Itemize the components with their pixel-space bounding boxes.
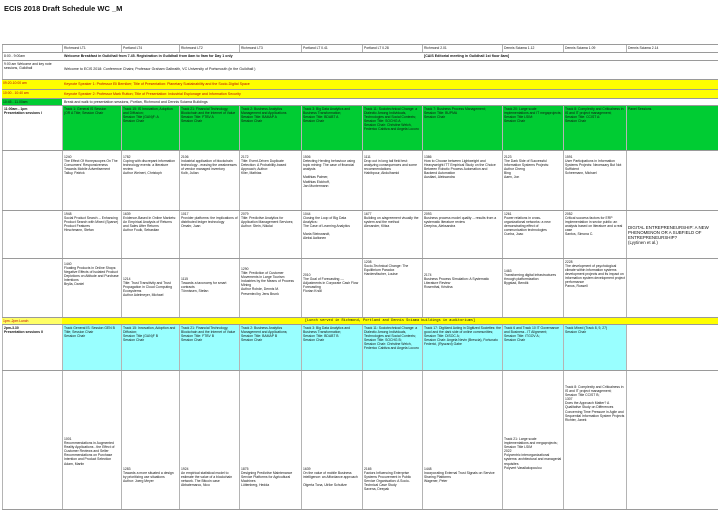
track-header: Track 7: Business Process Management; Session Title: BUPMA Session Chair	[422, 106, 502, 151]
session-1-papers-row-3	[2, 258, 718, 318]
paper-cell: 1214 Title: Trust Transitivity and Trust Propagation in Cloud Computing Ecosystems Author Adelmeyer, Michael	[121, 259, 179, 318]
paper-cell: 2165 Factors Influencing Enterprise Systems Procurement in Public Service Organisation: A Socio-Technical Case Study Saxena, Deepak	[362, 371, 422, 509]
paper-cell: 1639 Evidence-Based in Online Markets: An Empirical Analysis of Returns and Sales After Returns Author Foulk, Sebastian	[121, 211, 179, 259]
paper-cell: 2106 Industrial application of blockchain technology - erasing the weaknesses of vendor managed inventory Kolb, Julian	[179, 151, 239, 211]
track-header	[626, 325, 718, 371]
paper-cell: 2052 Critical success factors for ERP implementation in sector public: an analysis based on literature and a real case Santos, Simona C.	[563, 211, 626, 259]
paper-cell: 1386 How to Choose between Lightweight and Heavyweight ITT Empirical Study on the Choice Between Robotic Process Automation and Backend Automation Austlani, Aleksandra	[422, 151, 502, 211]
time-cell: 10:00 - 10:40 am	[3, 90, 29, 95]
paper-cell: 1111 Drop out in long tail field test: analyzing consequences and some recommendations Habibpour, Abdulhamid	[362, 151, 422, 211]
track-header: Track 17: Digitized Acting in Digitized Societies: the good and the dark side of online communities; Session Title: DISOC A; Session Chair: Angela Nevin (Brescia), Fortunato Federici, (Ryszard) Gabe	[422, 325, 502, 371]
track-header: Panel Sessions	[626, 106, 718, 151]
paper-cell: 1448 Incorporating External Trust Signals on Service Sharing Platforms Wagener, Peter	[422, 371, 502, 509]
paper-cell: 2093 Business process model quality -- results from a systematic literature review Deepina, Aleksandra	[422, 211, 502, 259]
track-header: Track Mixed (Track 8, 9, 27) Session Chair	[563, 325, 626, 371]
paper-cell: 1001 Recommendations in Augmented Reality Applications - the Effect of Customer Reviews and Seller Recommendations on Purchase Intention and Product Selection Adam, Martin	[62, 371, 121, 509]
session-1-track-row	[2, 105, 718, 151]
paper-cell	[626, 371, 718, 509]
paper-cell: 1463 Transforming digital infrastructures through platformization Bygstad, Bendik	[502, 259, 563, 318]
paper-cell: 2079 Title: Predictive Analytics for Application Management Services; Author: Stein, Nikolai	[239, 211, 301, 259]
track-header: Track 3: Big Data Analytics and Business Transformation; Session Title: BDABT A Session Chair	[301, 106, 362, 151]
track-header: Track 3: Big Data Analytics and Business Transformation; Session Title: BDABT B Session Chair	[301, 325, 362, 371]
track-header: Track 2: Business Analytics Management and Applications; Session Title: BAMAP B Session Chair	[239, 325, 301, 371]
keynote-2-text: Keynote Speaker 2: Professor Mark Rutton; Title of Presentation: Industrial Espionage and Information Security	[64, 92, 241, 96]
paper-cell: 1948 Social Product Search -- Enhancing Product Search with Mixed (Sparse) Product Features Hirschmann, Stefan	[62, 211, 121, 259]
paper-cell: 1290 Title: Prediction of Customer Movements in Large Tourism Industries by the Means of Process Mining Author Rohde, Dennis M. Presented by Jens Brunk	[239, 259, 301, 318]
time-cell-blank	[2, 371, 62, 509]
track-header: Track 21: Financial Technology, Blockchain and the Internet of Value Session Title: FTBV B Session Chair	[179, 325, 239, 371]
track-header: Track 15: Innovation, Adoption and Diffusion; Session Title (GAN)F B Session Chair	[121, 325, 179, 371]
time-cell: 9:00 am Welcome and key note sessions, Guildhall	[2, 61, 62, 80]
session-2-time: 2pm-3.30 Presentation sessions II	[2, 325, 62, 371]
breakfast-extra: [CAIS Editorial meeting in Guildhall 1st floor 8am]	[424, 53, 510, 58]
track-header: Track 20: Large scale implementations and IT megaprojects; Session Title LSIM: Session Chair	[502, 106, 563, 151]
breakfast-text: Welcome Breakfast in Guildhall from 7.45. Registration in Guildhall from 8am to 9am for Day 1 only	[64, 53, 233, 58]
paper-cell: 1677 Building on a/agreement visually the system and the method Alexander, Klitza	[362, 211, 422, 259]
paper-cell: Track 21: Large scale implementations and megaprojects; Session Title LSIM 2022 Polycentric interorganizational systems: architectural and managerial requisites Polyvert Vassilakopoulou	[502, 371, 563, 509]
track-header: Track 11: Sociotechnical Change: a Dialectic Among Individuals, Technologies and Social Contexts; Session Title: SOCHG B; Session Chair: Christine Welch, Federico Cabitza and Angela Locoro	[362, 325, 422, 371]
room-header: Portland LT4	[121, 45, 179, 53]
track-header: Track 2: Business Analytics Management and Applications Session Title: BAMAP A Session Chair	[239, 106, 301, 151]
room-header: Richmond LT1	[62, 45, 121, 53]
paper-cell: 1591 User Participations in Information Systems Projects: Necessary But Not Sufficient Scheemann, Michael	[563, 151, 626, 211]
session-1-time: 11:00am - 1pm Presentation sessions I	[2, 106, 62, 151]
panel-session-cell: DIGITAL ENTREPRENEURSHIP: A NEW PHENOMENON OR A SUBFIELD OF ENTREPRENEURSHIP? (Lyytinen et al.)	[626, 211, 718, 259]
room-header: Portland LT 0.28	[362, 45, 422, 53]
paper-cell: 1782 Coping with discrepant information technology events: a literature review Author Weinert, Christoph	[121, 151, 179, 211]
room-header: Richmond LT2	[179, 45, 239, 53]
paper-cell: 1240 The Effect Of Honeyscopes On The Consumers' Responsiveness Towards Mobile Advertisement Talluy, Patrick	[62, 151, 121, 211]
paper-cell: 1924 An empirical statistical model to estimate the value of a blockchain network. The Bitcoin case Abbatemarco, Nico	[179, 371, 239, 509]
paper-cell: 1875 Designing Predictive Maintenance Service Platforms for Agricultural Machines Lüttenberg, Hedda	[239, 371, 301, 509]
room-header: Richmond LT3	[239, 45, 301, 53]
paper-cell: 2123 The Dark Side of Successful Information Systems Projects: Author Cheng Bing Aaen, Jon	[502, 151, 563, 211]
paper-cell: 1208 Socio-Technical Change: The Equilibrium Paradox Hardersfischer, Louise	[362, 259, 422, 318]
paper-cell: 1017 Provider platforms: the implications of distributed ledger technology Omahr, Juan	[179, 211, 239, 259]
session-1-papers-row-2	[2, 210, 718, 259]
room-header: Dennis Sciama 1.09	[563, 45, 626, 53]
track-header: Track 6 and Track 10 IT Governance and Business - IT Alignment; Session Title: ITGOV A; Session Chair	[502, 325, 563, 371]
time-cell: 10:45 - 11.00am	[2, 99, 62, 106]
room-header: Dennis Sciama 1.12	[502, 45, 563, 53]
time-cell: 09:20-10:00 am	[3, 80, 27, 85]
session-2-papers-row	[2, 370, 718, 510]
room-header: Dennis Sciama 2.14	[626, 45, 718, 53]
paper-cell: 1044 Closing the Loop of Big Data Analytics: The Case of Learning Analytics Maria Steinwandt, Aleksi Aaltonen	[301, 211, 362, 259]
paper-cell: 2010 The Goal of Forecasting --- Adjustments in Corporate Cash Flow Forecasting Florian Knöll	[301, 259, 362, 318]
paper-cell: 1506 Detecting Herding behaviour using topic mining: The case of financial analysts Matthias Palmer, Matthias Eickhoff, Jan Muntermann	[301, 151, 362, 211]
time-cell: 8:00 - 9:00am	[2, 53, 62, 61]
paper-cell: 1440 Floating Products in Online Shops: Negative Effects of Isolated Product Depictions on Attitude and Purchase Intentions Brylla, Daniel	[62, 259, 121, 318]
welcome-row	[2, 60, 718, 80]
page-title: ECIS 2018 Draft Schedule WC _M	[4, 4, 123, 13]
track-header: Track 15: IS Innovation, Adoption and Diffusion; Session Title (GAN)F: A Session Chair	[121, 106, 179, 151]
track-header: Track 11: Sociotechnical Change: a Dialectic Among Individuals, Technologies and Social Contexts; Session Title: SOCHG A Session Chair: Christine Welch, Federico Cabitza and Angela Locoro	[362, 106, 422, 151]
keynote-1-text: Keynote Speaker 1: Professor Eli Berniker; Title of Presentation: Planetary Sustainability and the Socio-Digital Space	[64, 82, 250, 86]
break-text: Break and walk to presentation sessions, Portlan, Richmond and Dennis Sciama Buildings	[64, 99, 208, 104]
paper-cell: 1115 Towards a taxonomy for smart contracts Tönnissen, Stefan	[179, 259, 239, 318]
session-1-papers-row-1	[2, 150, 718, 211]
paper-cell: 1639 On the value of mobile Business intelligence: an Affordance approach Olgerta Tona, Ulrike Schultze	[301, 371, 362, 509]
time-cell-blank	[2, 211, 62, 259]
paper-cell: 2174 Business Process Simulation: A Systematic Literature Review Rosenthal, Kristina	[422, 259, 502, 318]
welcome-text: Welcome to ECIS 2018: Conference Chairs; Professor Graham Galbraith, VC University of Portsmouth (in the Guildhall )	[64, 67, 256, 71]
track-header: Track General IS: Session GEN B Title; Session Chair Session Chair	[62, 325, 121, 371]
time-cell-blank	[2, 259, 62, 318]
paper-cell	[626, 259, 718, 318]
room-header: Portland LT 0.41	[301, 45, 362, 53]
paper-cell: 1261 Power relations in cross-organizational networks: a new demonstrating effect of communication technologies Cunha, Joao	[502, 211, 563, 259]
paper-cell	[626, 151, 718, 211]
track-header: Track 1: General IS Session (OR A Title; Session Chair	[62, 106, 121, 151]
room-header: Richmond 2.01	[422, 45, 502, 53]
lunch-text: [Lunch served in Richmond, Portland and Dennis Sciama buildings in auditoriums]	[62, 318, 718, 325]
track-header: Track 21: Financial Technology, Blockchain and the Internet of Value Session Title: FTBV A Session Chair	[179, 106, 239, 151]
paper-cell: Track 8: Complexity and Criticalness in IS and IT project management; Session Title CCIST B; 1307 Does the Approach Matter? A Qualitative Study on Differences Concerning Time Pressure in Agile and Sequential Information System Projects Richter, Janek	[563, 371, 626, 509]
paper-cell: 1283 Towards a more situated a design by prioritizing use situations Author: Joerg Meyer	[121, 371, 179, 509]
paper-cell: 2228 The development of psychological climate within information systems development projects and its impact on information system development project performance Panos, Russell	[563, 259, 626, 318]
session-2-track-row	[2, 324, 718, 371]
time-cell-blank	[2, 151, 62, 211]
track-header: Track 8: Complexity and Criticalness in IS and IT project management; Session Title: CCIST A: Session Chair	[563, 106, 626, 151]
time-cell: 1pm -2pm Lunch	[2, 318, 62, 325]
paper-cell: 2172 Title: Event-Driven Duplicate Detection: A Probability-based Approach; Author: Klier, Mathias	[239, 151, 301, 211]
